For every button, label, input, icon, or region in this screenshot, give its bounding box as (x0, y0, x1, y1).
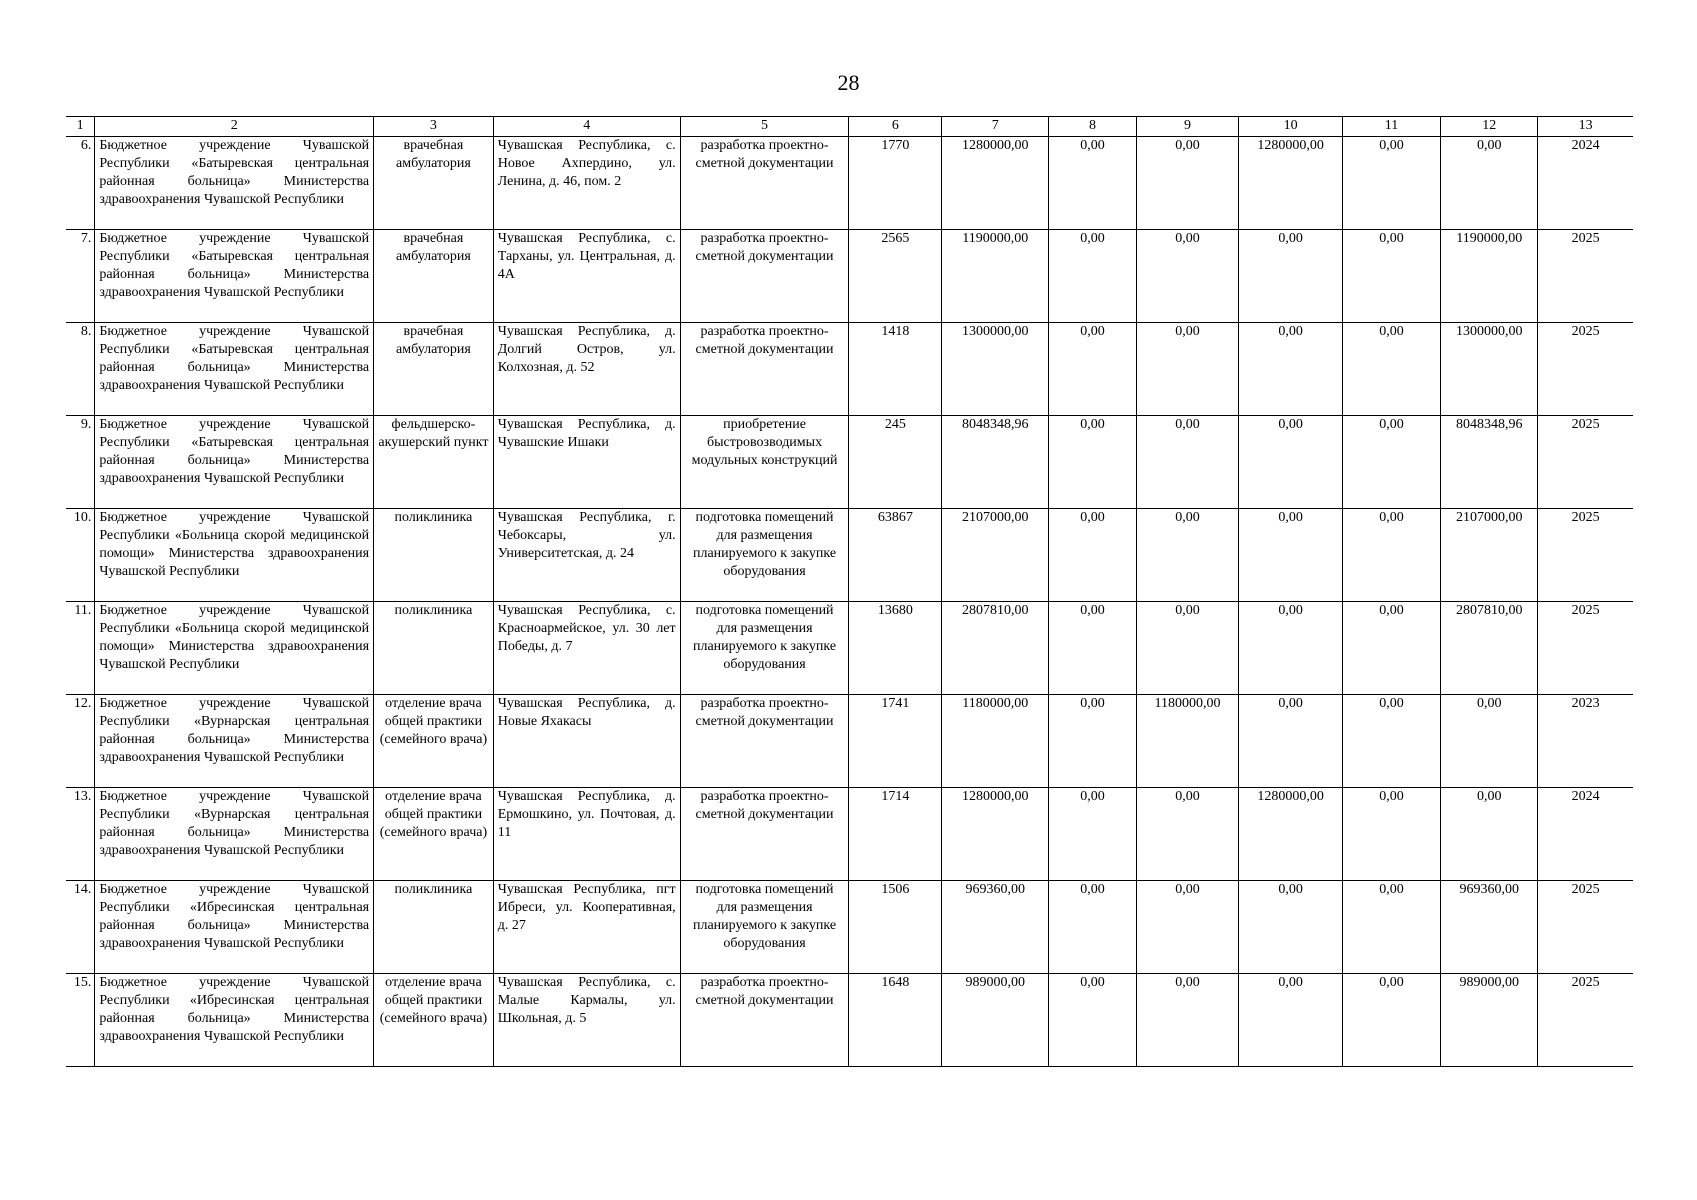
year-cell: 2025 (1538, 509, 1633, 602)
row-number: 12. (66, 695, 95, 788)
total-amount-cell: 2807810,00 (942, 602, 1049, 695)
table-row (66, 602, 1633, 695)
column-header: 1 (66, 117, 95, 137)
address-cell: Чувашская Республика, д. Новые Яхакасы (493, 695, 680, 788)
area-cell: 2565 (849, 230, 942, 323)
organization-cell: Бюджетное учреждение Чувашской Республики «Вурнарская центральная районная больница» Министерства здравоохранения Чувашской Республики (95, 695, 374, 788)
work-type-cell: разработка проектно-сметной документации (680, 788, 849, 881)
year-cell: 2024 (1538, 137, 1633, 230)
amount-col11-cell: 0,00 (1342, 974, 1440, 1067)
organization-cell: Бюджетное учреждение Чувашской Республики «Больница скорой медицинской помощи» Министерства здравоохранения Чувашской Республики (95, 509, 374, 602)
column-header: 3 (374, 117, 494, 137)
facility-type-cell: врачебная амбулатория (374, 230, 494, 323)
amount-col8-cell: 0,00 (1049, 602, 1137, 695)
amount-col10-cell: 0,00 (1239, 323, 1343, 416)
year-cell: 2025 (1538, 416, 1633, 509)
area-cell: 1770 (849, 137, 942, 230)
organization-cell: Бюджетное учреждение Чувашской Республики «Вурнарская центральная районная больница» Министерства здравоохранения Чувашской Республики (95, 788, 374, 881)
address-cell: Чувашская Республика, с. Тарханы, ул. Центральная, д. 4А (493, 230, 680, 323)
amount-col11-cell: 0,00 (1342, 323, 1440, 416)
amount-col9-cell: 0,00 (1136, 881, 1239, 974)
area-cell: 63867 (849, 509, 942, 602)
area-cell: 1714 (849, 788, 942, 881)
year-cell: 2025 (1538, 602, 1633, 695)
total-amount-cell: 1190000,00 (942, 230, 1049, 323)
amount-col9-cell: 0,00 (1136, 602, 1239, 695)
work-type-cell: разработка проектно-сметной документации (680, 323, 849, 416)
address-cell: Чувашская Республика, с. Красноармейское, ул. 30 лет Победы, д. 7 (493, 602, 680, 695)
amount-col8-cell: 0,00 (1049, 137, 1137, 230)
column-header: 2 (95, 117, 374, 137)
row-number: 10. (66, 509, 95, 602)
total-amount-cell: 1300000,00 (942, 323, 1049, 416)
work-type-cell: подготовка помещений для размещения планируемого к закупке оборудования (680, 602, 849, 695)
amount-col12-cell: 8048348,96 (1441, 416, 1538, 509)
work-type-cell: приобретение быстровозводимых модульных конструкций (680, 416, 849, 509)
work-type-cell: разработка проектно-сметной документации (680, 695, 849, 788)
work-type-cell: разработка проектно-сметной документации (680, 230, 849, 323)
total-amount-cell: 989000,00 (942, 974, 1049, 1067)
amount-col10-cell: 1280000,00 (1239, 137, 1343, 230)
year-cell: 2025 (1538, 881, 1633, 974)
amount-col9-cell: 0,00 (1136, 323, 1239, 416)
row-number: 6. (66, 137, 95, 230)
facility-type-cell: отделение врача общей практики (семейного врача) (374, 788, 494, 881)
amount-col8-cell: 0,00 (1049, 509, 1137, 602)
amount-col10-cell: 0,00 (1239, 602, 1343, 695)
area-cell: 1418 (849, 323, 942, 416)
amount-col12-cell: 989000,00 (1441, 974, 1538, 1067)
year-cell: 2025 (1538, 230, 1633, 323)
work-type-cell: подготовка помещений для размещения планируемого к закупке оборудования (680, 509, 849, 602)
organization-cell: Бюджетное учреждение Чувашской Республики «Ибресинская центральная районная больница» Министерства здравоохранения Чувашской Республики (95, 881, 374, 974)
total-amount-cell: 969360,00 (942, 881, 1049, 974)
amount-col12-cell: 1300000,00 (1441, 323, 1538, 416)
facility-type-cell: фельдшерско-акушерский пункт (374, 416, 494, 509)
amount-col8-cell: 0,00 (1049, 230, 1137, 323)
table-row (66, 695, 1633, 788)
organization-cell: Бюджетное учреждение Чувашской Республики «Батыревская центральная районная больница» Министерства здравоохранения Чувашской Республики (95, 416, 374, 509)
area-cell: 1648 (849, 974, 942, 1067)
year-cell: 2025 (1538, 323, 1633, 416)
amount-col9-cell: 0,00 (1136, 788, 1239, 881)
amount-col12-cell: 0,00 (1441, 788, 1538, 881)
column-header: 11 (1342, 117, 1440, 137)
amount-col9-cell: 0,00 (1136, 509, 1239, 602)
amount-col10-cell: 0,00 (1239, 230, 1343, 323)
amount-col9-cell: 0,00 (1136, 230, 1239, 323)
amount-col11-cell: 0,00 (1342, 137, 1440, 230)
amount-col8-cell: 0,00 (1049, 323, 1137, 416)
amount-col9-cell: 0,00 (1136, 416, 1239, 509)
table-row (66, 974, 1633, 1067)
year-cell: 2025 (1538, 974, 1633, 1067)
address-cell: Чувашская Республика, с. Новое Ахпердино, ул. Ленина, д. 46, пом. 2 (493, 137, 680, 230)
amount-col10-cell: 0,00 (1239, 509, 1343, 602)
column-header: 7 (942, 117, 1049, 137)
row-number: 14. (66, 881, 95, 974)
amount-col10-cell: 0,00 (1239, 695, 1343, 788)
work-type-cell: разработка проектно-сметной документации (680, 137, 849, 230)
amount-col12-cell: 969360,00 (1441, 881, 1538, 974)
organization-cell: Бюджетное учреждение Чувашской Республики «Батыревская центральная районная больница» Министерства здравоохранения Чувашской Республики (95, 230, 374, 323)
row-number: 13. (66, 788, 95, 881)
table-row (66, 509, 1633, 602)
amount-col11-cell: 0,00 (1342, 416, 1440, 509)
address-cell: Чувашская Республика, д. Ермошкино, ул. Почтовая, д. 11 (493, 788, 680, 881)
total-amount-cell: 1280000,00 (942, 137, 1049, 230)
table-row (66, 137, 1633, 230)
column-header: 13 (1538, 117, 1633, 137)
column-header: 6 (849, 117, 942, 137)
row-number: 7. (66, 230, 95, 323)
amount-col10-cell: 1280000,00 (1239, 788, 1343, 881)
organization-cell: Бюджетное учреждение Чувашской Республики «Батыревская центральная районная больница» Министерства здравоохранения Чувашской Республики (95, 137, 374, 230)
address-cell: Чувашская Республика, г. Чебоксары, ул. Университетская, д. 24 (493, 509, 680, 602)
year-cell: 2024 (1538, 788, 1633, 881)
row-number: 8. (66, 323, 95, 416)
amount-col12-cell: 0,00 (1441, 695, 1538, 788)
amount-col10-cell: 0,00 (1239, 881, 1343, 974)
total-amount-cell: 8048348,96 (942, 416, 1049, 509)
facility-type-cell: поликлиника (374, 881, 494, 974)
amount-col12-cell: 0,00 (1441, 137, 1538, 230)
facility-type-cell: отделение врача общей практики (семейного врача) (374, 695, 494, 788)
column-header: 12 (1441, 117, 1538, 137)
facility-type-cell: поликлиника (374, 509, 494, 602)
amount-col8-cell: 0,00 (1049, 974, 1137, 1067)
work-type-cell: подготовка помещений для размещения планируемого к закупке оборудования (680, 881, 849, 974)
organization-cell: Бюджетное учреждение Чувашской Республики «Ибресинская центральная районная больница» Министерства здравоохранения Чувашской Республики (95, 974, 374, 1067)
total-amount-cell: 1180000,00 (942, 695, 1049, 788)
table-row (66, 416, 1633, 509)
area-cell: 245 (849, 416, 942, 509)
amount-col11-cell: 0,00 (1342, 881, 1440, 974)
table-row (66, 881, 1633, 974)
amount-col11-cell: 0,00 (1342, 509, 1440, 602)
address-cell: Чувашская Республика, пгт Ибреси, ул. Кооперативная, д. 27 (493, 881, 680, 974)
address-cell: Чувашская Республика, с. Малые Кармалы, ул. Школьная, д. 5 (493, 974, 680, 1067)
amount-col9-cell: 0,00 (1136, 137, 1239, 230)
column-header: 5 (680, 117, 849, 137)
table-row (66, 230, 1633, 323)
amount-col9-cell: 0,00 (1136, 974, 1239, 1067)
amount-col8-cell: 0,00 (1049, 695, 1137, 788)
amount-col10-cell: 0,00 (1239, 416, 1343, 509)
area-cell: 1741 (849, 695, 942, 788)
row-number: 9. (66, 416, 95, 509)
table-body (66, 137, 1633, 1067)
amount-col11-cell: 0,00 (1342, 695, 1440, 788)
amount-col9-cell: 1180000,00 (1136, 695, 1239, 788)
work-type-cell: разработка проектно-сметной документации (680, 974, 849, 1067)
facility-type-cell: врачебная амбулатория (374, 137, 494, 230)
facility-type-cell: врачебная амбулатория (374, 323, 494, 416)
amount-col12-cell: 2807810,00 (1441, 602, 1538, 695)
amount-col8-cell: 0,00 (1049, 788, 1137, 881)
facilities-table (66, 116, 1633, 1067)
amount-col11-cell: 0,00 (1342, 230, 1440, 323)
amount-col12-cell: 2107000,00 (1441, 509, 1538, 602)
header-row (66, 117, 1633, 137)
amount-col10-cell: 0,00 (1239, 974, 1343, 1067)
address-cell: Чувашская Республика, д. Долгий Остров, ул. Колхозная, д. 52 (493, 323, 680, 416)
total-amount-cell: 1280000,00 (942, 788, 1049, 881)
amount-col8-cell: 0,00 (1049, 881, 1137, 974)
column-header: 8 (1049, 117, 1137, 137)
area-cell: 1506 (849, 881, 942, 974)
amount-col8-cell: 0,00 (1049, 416, 1137, 509)
organization-cell: Бюджетное учреждение Чувашской Республики «Батыревская центральная районная больница» Министерства здравоохранения Чувашской Республики (95, 323, 374, 416)
address-cell: Чувашская Республика, д. Чувашские Ишаки (493, 416, 680, 509)
column-header: 9 (1136, 117, 1239, 137)
column-header: 10 (1239, 117, 1343, 137)
amount-col11-cell: 0,00 (1342, 788, 1440, 881)
table-row (66, 323, 1633, 416)
facility-type-cell: поликлиника (374, 602, 494, 695)
total-amount-cell: 2107000,00 (942, 509, 1049, 602)
facility-type-cell: отделение врача общей практики (семейного врача) (374, 974, 494, 1067)
area-cell: 13680 (849, 602, 942, 695)
column-header: 4 (493, 117, 680, 137)
amount-col11-cell: 0,00 (1342, 602, 1440, 695)
row-number: 11. (66, 602, 95, 695)
organization-cell: Бюджетное учреждение Чувашской Республики «Больница скорой медицинской помощи» Министерства здравоохранения Чувашской Республики (95, 602, 374, 695)
year-cell: 2023 (1538, 695, 1633, 788)
row-number: 15. (66, 974, 95, 1067)
amount-col12-cell: 1190000,00 (1441, 230, 1538, 323)
table-row (66, 788, 1633, 881)
page-number: 28 (837, 70, 860, 95)
